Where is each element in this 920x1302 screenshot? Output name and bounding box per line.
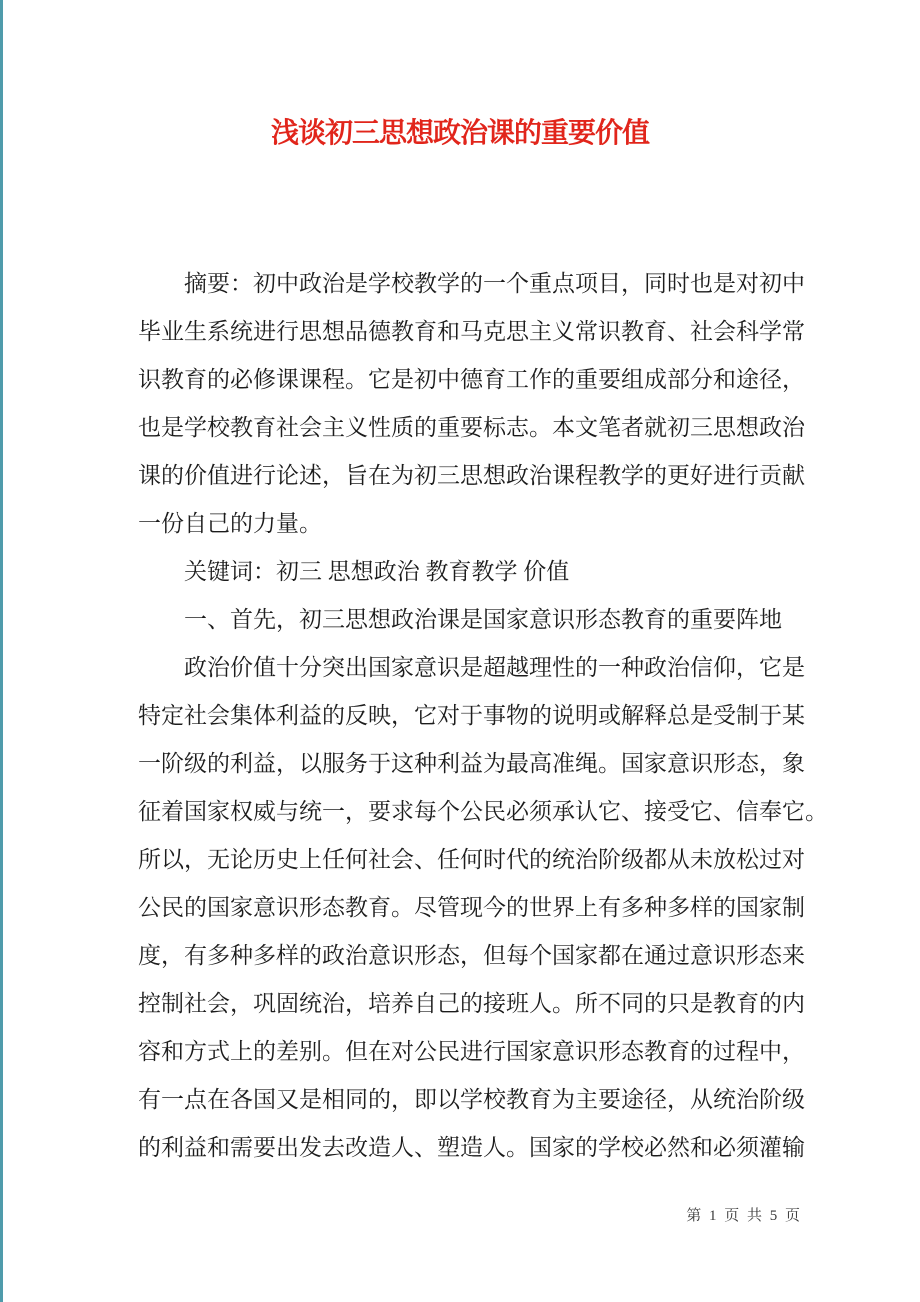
text-line: 一、首先，初三思想政治课是国家意识形态教育的重要阵地 — [184, 607, 782, 632]
page-number-footer: 第 1 页 共 5 页 — [686, 1208, 802, 1224]
text-line: 也是学校教育社会主义性质的重要标志。本文笔者就初三思想政治 — [138, 415, 805, 440]
text-line: 一阶级的利益，以服务于这种利益为最高准绳。国家意识形态，象 — [138, 751, 805, 776]
text-line: 政治价值十分突出国家意识是超越理性的一种政治信仰，它是 — [184, 655, 805, 680]
text-line: 有一点在各国又是相同的，即以学校教育为主要途径，从统治阶级 — [138, 1087, 805, 1112]
text-line: 公民的国家意识形态教育。尽管现今的世界上有多种多样的国家制 — [138, 895, 805, 920]
document-body — [138, 260, 838, 1172]
text-line: 摘要：初中政治是学校教学的一个重点项目，同时也是对初中 — [184, 271, 805, 296]
text-line: 控制社会，巩固统治，培养自己的接班人。所不同的只是教育的内 — [138, 991, 805, 1016]
text-line: 特定社会集体利益的反映，它对于事物的说明或解释总是受制于某 — [138, 703, 805, 728]
text-line: 征着国家权威与统一，要求每个公民必须承认它、接受它、信奉它。 — [138, 799, 828, 824]
text-line: 课的价值进行论述，旨在为初三思想政治课程教学的更好进行贡献 — [138, 463, 805, 488]
text-line: 关键词：初三 思想政治 教育教学 价值 — [184, 559, 570, 584]
left-accent-bar — [0, 0, 3, 1302]
text-line: 毕业生系统进行思想品德教育和马克思主义常识教育、社会科学常 — [138, 319, 805, 344]
text-line: 识教育的必修课课程。它是初中德育工作的重要组成部分和途径， — [138, 367, 805, 392]
text-line: 的利益和需要出发去改造人、塑造人。国家的学校必然和必须灌输 — [138, 1135, 805, 1160]
text-line: 所以，无论历史上任何社会、任何时代的统治阶级都从未放松过对 — [138, 847, 805, 872]
document-title: 浅谈初三思想政治课的重要价值 — [270, 117, 649, 148]
text-line: 一份自己的力量。 — [138, 511, 322, 536]
text-line: 容和方式上的差别。但在对公民进行国家意识形态教育的过程中， — [138, 1039, 805, 1064]
text-line: 度，有多种多样的政治意识形态，但每个国家都在通过意识形态来 — [138, 943, 805, 968]
